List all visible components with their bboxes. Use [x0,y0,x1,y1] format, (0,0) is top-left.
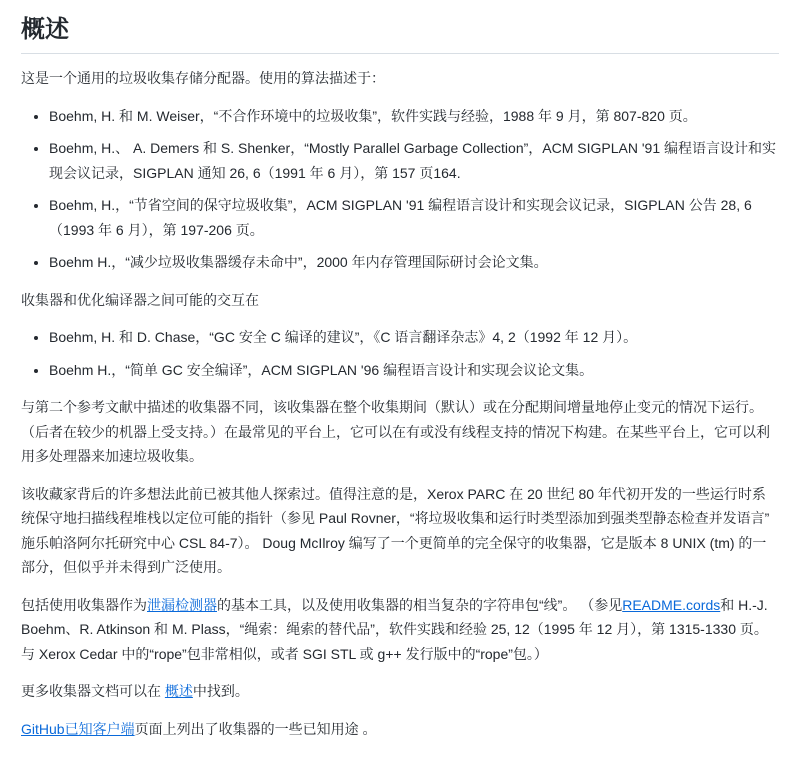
history-paragraph: 该收藏家背后的许多想法此前已被其他人探索过。值得注意的是，Xerox PARC 在 20 世纪 80 年代初开发的一些运行时系统保守地扫描线程堆栈以定位可能的指针（参见 Paul Rovner，“将垃圾收集和运行时类型添加到强类型静态检查并发语言”施乐帕洛阿尔托研究中心 CSL 84-7）。 Doug McIlroy 编写了一个更简单的完全保守的收集器，它是版本 8 UNIX (tm) 的一部分，但似乎并未得到广泛使用。 [21,485,770,576]
page-title: 概述 [21,14,779,54]
docs-paragraph [21,679,779,704]
interaction-note: 收集器和优化编译器之间可能的交互在 [21,291,259,308]
reference-item: • Boehm H.，“减少垃圾收集器缓存未命中”，2000 年内存管理国际研讨会论文集。 [49,250,779,275]
reference-item: • Boehm, H. 和 D. Chase，“GC 安全 C 编译的建议”，《C 语言翻译杂志》4, 2（1992 年 12 月）。 [49,325,779,350]
intro-paragraph: 这是一个通用的垃圾收集存储分配器。使用的算法描述于： [21,70,385,87]
text-segment: 和 H.-J. Boehm、R. Atkinson 和 M. Plass，“绳索：绳索的替代品”，软件实践和经验 25, 12（1995 年 12 月），第 1315-1330 页。与 Xerox Cedar 中的“rope”包非常相似，或者 SGI STL 或 g++ 发行版中的“rope”包。） [21,596,768,662]
text-segment: 的基本工具，以及使用收集器的相当复杂的字符串包“线”。 （参见 [217,596,623,613]
known-clients-link[interactable]: GitHub已知客户端 [21,720,135,737]
text-segment: 更多收集器文档可以在 [21,683,165,700]
collector-modes-paragraph: 与第二个参考文献中描述的收集器不同，该收集器在整个收集期间（默认）或在分配期间增量地停止变元的情况下运行。（后者在较少的机器上受支持。）在最常见的平台上，它可以在有或没有线程支持的情况下构建。在某些平台上，它可以利用多处理器来加速垃圾收集。 [21,399,770,465]
text-segment: 中找到。 [192,683,249,700]
overview-link[interactable]: 概述 [164,683,193,700]
references-list [21,104,779,275]
tools-paragraph [21,593,779,667]
reference-item: • Boehm H.，“简单 GC 安全编译”，ACM SIGPLAN '96 编程语言设计和实现会议论文集。 [49,358,779,383]
text-segment: 包括使用收集器作为 [21,596,147,613]
interaction-references-list [21,325,779,382]
reference-item: • Boehm, H.、 A. Demers 和 S. Shenker，“Mostly Parallel Garbage Collection”，ACM SIGPLAN '91 编程语言设计和实现会议记录，SIGPLAN 通知 26, 6（1991 年 6 月），第 157 页164. [49,136,779,185]
leak-detector-link[interactable]: 泄漏检测器 [147,596,217,613]
text-segment: 页面上列出了收集器的一些已知用途 。 [134,720,377,737]
reference-item: • Boehm, H.，“节省空间的保守垃圾收集”，ACM SIGPLAN '91 编程语言设计和实现会议记录，SIGPLAN 公告 28, 6（1993 年 6 月），第 197-206 页。 [49,193,779,242]
readme-cords-link[interactable]: README.cords [622,596,721,613]
reference-item: • Boehm, H. 和 M. Weiser，“不合作环境中的垃圾收集”，软件实践与经验，1988 年 9 月，第 807-820 页。 [49,104,779,129]
clients-paragraph [21,717,779,742]
